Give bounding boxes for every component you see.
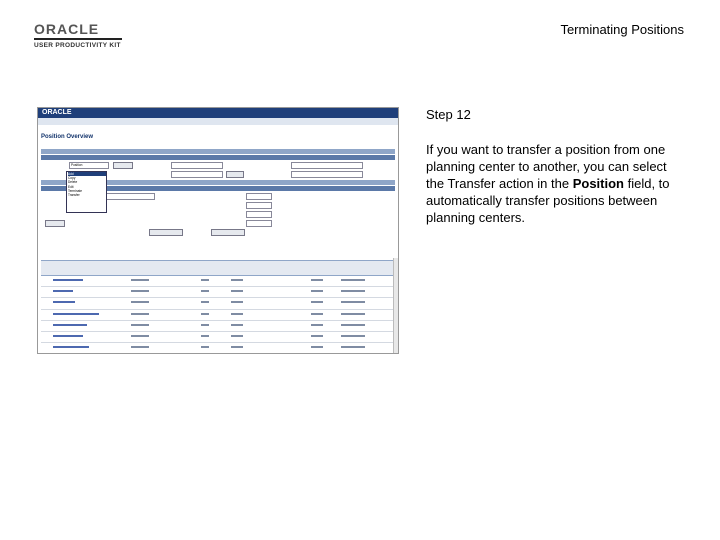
job-code-field[interactable] xyxy=(246,193,272,200)
oracle-upk-logo xyxy=(34,22,124,49)
union-code-field[interactable] xyxy=(246,220,272,227)
position-number-field[interactable] xyxy=(246,202,272,209)
dropdown-option[interactable]: Terminate xyxy=(68,188,82,193)
logo-wordmark: ORACLE xyxy=(34,21,100,37)
app-section-header xyxy=(41,155,395,160)
dropdown-option[interactable]: Edit xyxy=(68,184,74,189)
table-row[interactable] xyxy=(41,298,395,309)
position-actions-select[interactable] xyxy=(291,162,363,169)
dropdown-option[interactable]: Delete xyxy=(68,180,78,185)
small-button[interactable] xyxy=(226,171,244,178)
go-button[interactable] xyxy=(113,162,133,169)
instruction-panel xyxy=(426,106,686,226)
app-subtitle-row xyxy=(38,141,398,148)
app-header-bar xyxy=(38,108,398,118)
table-header xyxy=(41,260,395,276)
adjust-select[interactable] xyxy=(171,162,223,169)
step-label: Step 12 xyxy=(426,107,471,122)
table-row[interactable] xyxy=(41,332,395,343)
dropdown-option[interactable]: Transfer xyxy=(68,193,80,198)
field-select-2[interactable] xyxy=(171,171,223,178)
date-field[interactable] xyxy=(101,193,155,200)
position-action-select[interactable] xyxy=(69,162,109,169)
app-section-bar xyxy=(41,149,395,154)
scrollbar[interactable] xyxy=(393,258,398,353)
instruction-text xyxy=(426,141,686,226)
dropdown-option[interactable]: Add xyxy=(68,172,106,176)
table-row[interactable] xyxy=(41,276,395,287)
table-row[interactable] xyxy=(41,310,395,321)
app-position-row xyxy=(41,161,395,170)
app-page-title: Position Overview xyxy=(41,134,94,140)
app-breadcrumb-bar xyxy=(38,118,398,125)
app-search-row-4 xyxy=(41,219,395,228)
expand-all-button[interactable] xyxy=(149,229,183,236)
vacancies-field[interactable] xyxy=(246,211,272,218)
instruction-text-after: field, to automatically transfer positions between planning centers. xyxy=(426,176,670,225)
table-row[interactable] xyxy=(41,321,395,332)
app-logo: ORACLE xyxy=(42,109,72,116)
position-select-value: Position xyxy=(71,163,83,167)
logo-subtitle: USER PRODUCTIVITY KIT xyxy=(34,42,121,49)
document-title: Terminating Positions xyxy=(560,22,684,37)
field-input-2[interactable] xyxy=(291,171,363,178)
app-link-row xyxy=(38,125,398,133)
table-row[interactable] xyxy=(41,287,395,298)
table-row[interactable] xyxy=(41,343,395,354)
search-button[interactable] xyxy=(45,220,65,227)
dropdown-option[interactable]: Copy xyxy=(68,176,76,181)
instruction-field-name: Position xyxy=(572,176,624,191)
instruction-text-before: If you want to transfer a position from one planning center to another, you can select the Transfer action in the xyxy=(426,142,667,191)
position-action-dropdown-list xyxy=(66,171,107,213)
positions-table xyxy=(41,260,395,354)
collapse-all-button[interactable] xyxy=(211,229,245,236)
app-results-toolbar xyxy=(41,228,395,237)
logo-rule xyxy=(34,38,122,40)
application-screenshot xyxy=(37,107,399,354)
